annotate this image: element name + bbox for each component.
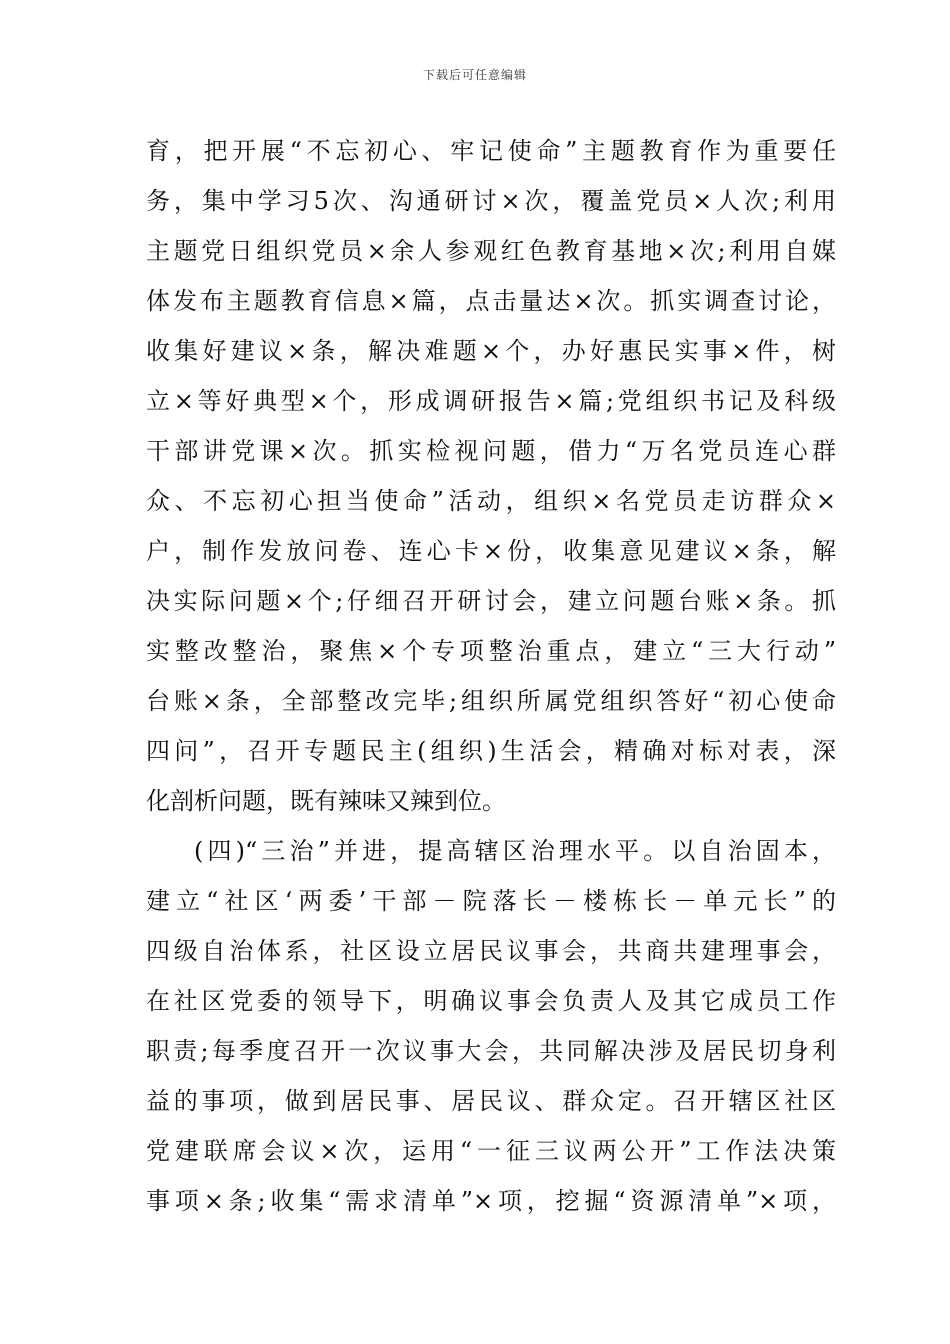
paragraph-line: 四问”，召开专题民主(组织)生活会，精确对标对表，深 bbox=[146, 737, 836, 765]
paragraph-line: 台账×条，全部整改完毕;组织所属党组织答好“初心使命 bbox=[146, 687, 836, 715]
paragraph-line: 职责;每季度召开一次议事大会，共同解决涉及居民切身利 bbox=[146, 1037, 836, 1065]
paragraph-line: 党建联席会议×次，运用“一征三议两公开”工作法决策 bbox=[146, 1137, 836, 1165]
paragraph-line: 益的事项，做到居民事、居民议、群众定。召开辖区社区 bbox=[146, 1087, 836, 1115]
paragraph-line: 主题党日组织党员×余人参观红色教育基地×次;利用自媒 bbox=[146, 237, 836, 265]
paragraph-line: 化剖析问题，既有辣味又辣到位。 bbox=[146, 787, 506, 815]
paragraph-line: 事项×条;收集“需求清单”×项，挖掘“资源清单”×项， bbox=[146, 1187, 836, 1215]
paragraph-line: 收集好建议×条，解决难题×个，办好惠民实事×件，树 bbox=[146, 337, 836, 365]
paragraph-line: 四级自治体系，社区设立居民议事会，共商共建理事会， bbox=[146, 937, 836, 965]
paragraph-line: 实整改整治，聚焦×个专项整治重点，建立“三大行动” bbox=[146, 637, 836, 665]
paragraph-line: 建立“社区‘两委’干部－院落长－楼栋长－单元长”的 bbox=[146, 887, 836, 915]
paragraph-line: 户，制作发放问卷、连心卡×份，收集意见建议×条，解 bbox=[146, 537, 836, 565]
paragraph-line: 众、不忘初心担当使命”活动，组织×名党员走访群众× bbox=[146, 487, 836, 515]
paragraph-line: 决实际问题×个;仔细召开研讨会，建立问题台账×条。抓 bbox=[146, 587, 836, 615]
paragraph-line: 务，集中学习5次、沟通研讨×次，覆盖党员×人次;利用 bbox=[146, 187, 836, 215]
paragraph-line: 体发布主题教育信息×篇，点击量达×次。抓实调查讨论， bbox=[146, 287, 836, 315]
body-text bbox=[146, 126, 836, 1226]
header-note: 下载后可任意编辑 bbox=[422, 68, 527, 82]
paragraph-line: 在社区党委的领导下，明确议事会负责人及其它成员工作 bbox=[146, 987, 836, 1015]
paragraph-line: (四)“三治”并进，提高辖区治理水平。以自治固本， bbox=[194, 837, 836, 865]
paragraph-line: 育，把开展“不忘初心、牢记使命”主题教育作为重要任 bbox=[146, 137, 836, 165]
paragraph-line: 立×等好典型×个，形成调研报告×篇;党组织书记及科级 bbox=[146, 387, 836, 415]
paragraph-line: 干部讲党课×次。抓实检视问题，借力“万名党员连心群 bbox=[146, 437, 836, 465]
